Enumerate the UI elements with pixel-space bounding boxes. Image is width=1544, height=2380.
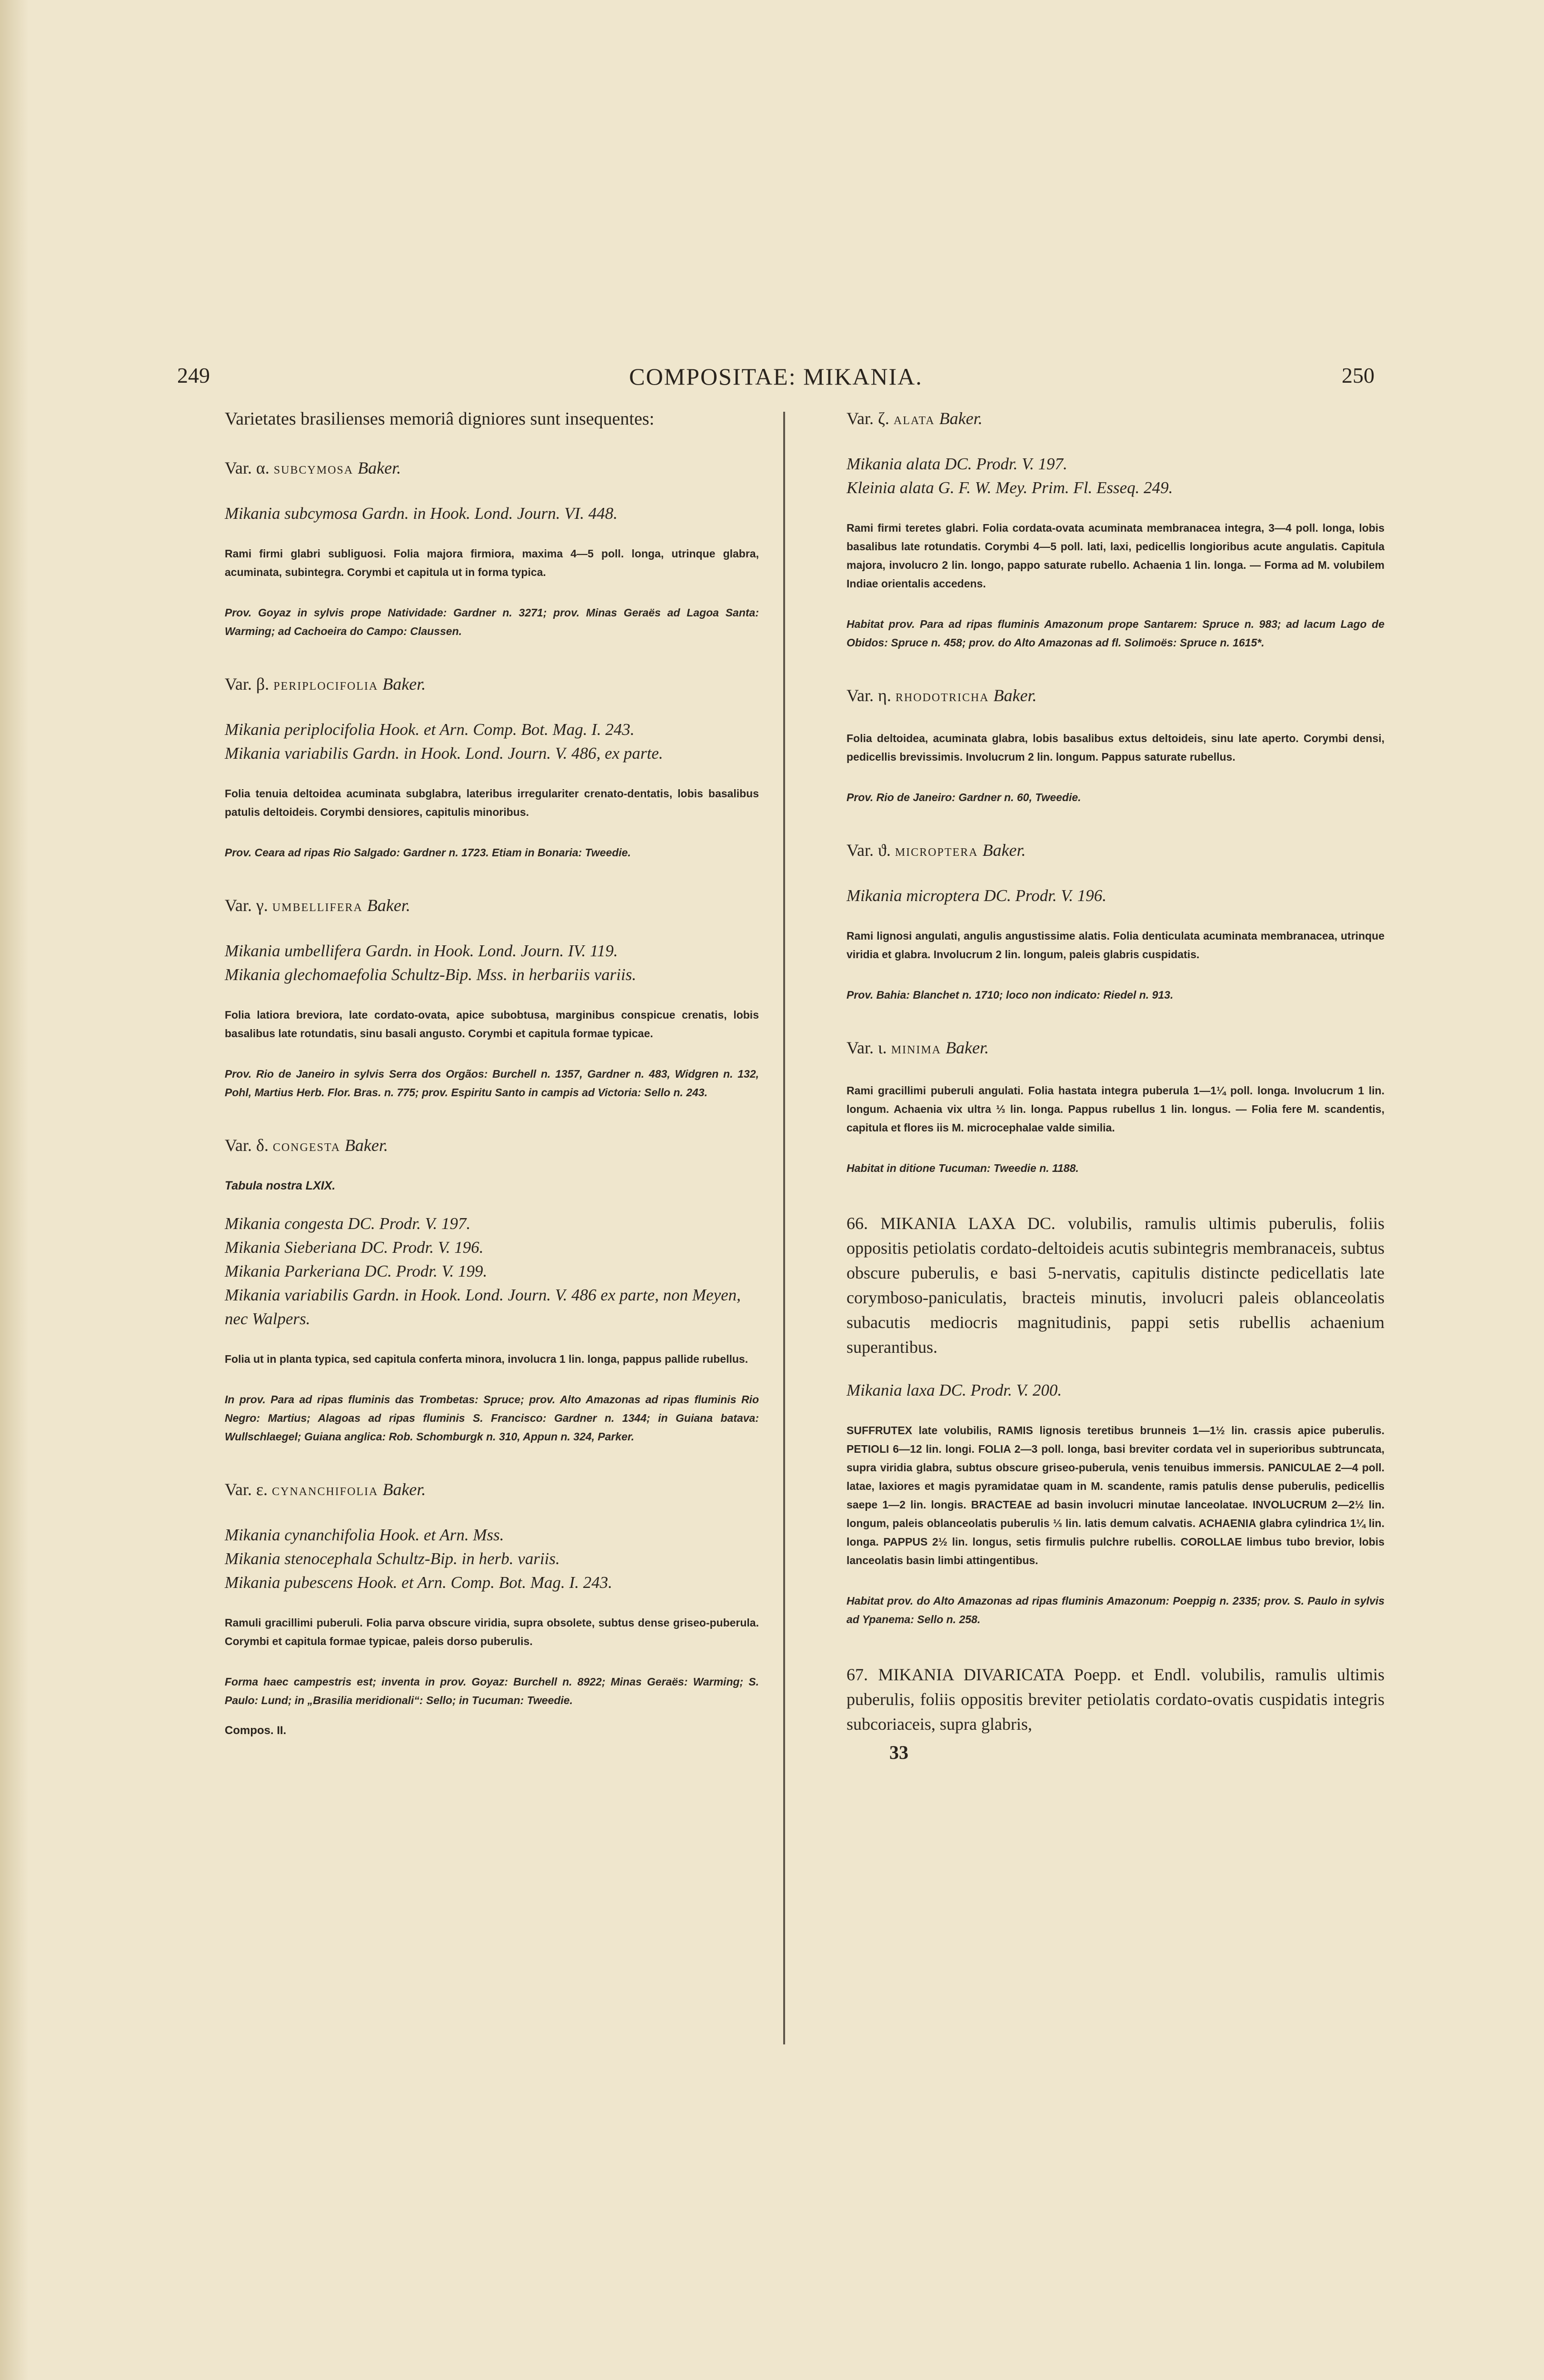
variety-heading [847, 408, 1385, 428]
plate-reference: Tabula nostra LXIX. [225, 1179, 336, 1192]
variety-author: Baker. [946, 1038, 989, 1057]
description: Rami firmi teretes glabri. Folia cordata-ovata acuminata membranacea integra, 3—4 poll. longa, lobis basalibus late rotundatis. Corymbi 4—5 poll. lati, laxi, pedicellis longioribus acute angulatis. Capitula majora, involucro 2 lin. longo, pappo saturate rubello. Achaenia 1 lin. longa. — Forma ad M. volubilem Indiae orientalis accedens. [847, 522, 1385, 590]
habitat: Prov. Rio de Janeiro: Gardner n. 60, Tweedie. [847, 791, 1081, 803]
habitat: In prov. Para ad ripas fluminis das Trombetas: Spruce; prov. Alto Amazonas ad ripas fluminis Rio Negro: Martius; Alagoas ad ripas fluminis S. Francisco: Gardner n. 1344; in Guiana batava: Wullschlaegel; Guiana anglica: Rob. Schomburgk n. 310, Appun n. 324, Parker. [225, 1393, 759, 1443]
synonym: Mikania stenocephala Schultz-Bip. in herb. variis. [225, 1549, 560, 1568]
variety-heading [225, 1135, 759, 1155]
variety-name: MICROPTERA [895, 846, 978, 859]
synonym: Mikania congesta DC. Prodr. V. 197. [225, 1214, 471, 1233]
signature-mark: Compos. II. [225, 1724, 287, 1737]
synonym: Mikania Sieberiana DC. Prodr. V. 196. [225, 1238, 484, 1257]
variety-name: CYNANCHIFOLIA [272, 1486, 379, 1498]
variety-author: Baker. [382, 1480, 426, 1499]
synonym: Mikania periplocifolia Hook. et Arn. Comp. Bot. Mag. I. 243. [225, 720, 635, 739]
synonym: Mikania umbellifera Gardn. in Hook. Lond. Journ. IV. 119. [225, 942, 618, 960]
variety-name: PERIPLOCIFOLIA [273, 680, 379, 693]
variety-name: UMBELLIFERA [272, 902, 363, 914]
variety-author: Baker. [939, 409, 983, 428]
synonym-list [847, 1378, 1385, 1402]
synonym: Mikania microptera DC. Prodr. V. 196. [847, 886, 1107, 905]
variety-name: MINIMA [891, 1044, 942, 1056]
variety-heading [225, 1479, 759, 1499]
page-header [177, 363, 1375, 396]
habitat: Prov. Ceara ad ripas Rio Salgado: Gardner n. 1723. Etiam in Bonaria: Tweedie. [225, 846, 631, 859]
synonym-list [225, 1523, 759, 1595]
page-number-right: 250 [1342, 363, 1375, 387]
variety-heading [225, 674, 759, 694]
variety-name: CONGESTA [272, 1141, 341, 1154]
variety-heading [847, 1038, 1385, 1058]
species-diagnosis: 67. MIKANIA DIVARICATA Poepp. et Endl. volubilis, ramulis ultimis puberulis, foliis oppositis breviter petiolatis cordato-ovatis cuspidatis integris subcoriaceis, supra glabris, [847, 1665, 1385, 1734]
description: Folia tenuia deltoidea acuminata subglabra, lateribus irregulariter crenato-dentatis, lobis basalibus patulis deltoideis. Corymbi densiores, capitulis minoribus. [225, 787, 759, 818]
variety-prefix: Var. ζ. [847, 409, 889, 428]
synonym: Mikania laxa DC. Prodr. V. 200. [847, 1381, 1062, 1399]
page-edge [0, 0, 29, 2380]
variety-prefix: Var. ι. [847, 1038, 887, 1057]
variety-prefix: Var. α. [225, 458, 269, 477]
column-divider [783, 412, 785, 2044]
synonym: Mikania variabilis Gardn. in Hook. Lond. Journ. V. 486 ex parte, non Meyen, nec Walpers. [225, 1286, 741, 1328]
description: Folia ut in planta typica, sed capitula conferta minora, involucra 1 lin. longa, pappus pallide rubellus. [225, 1353, 748, 1365]
variety-name: SUBCYMOSA [273, 464, 354, 476]
description: Rami lignosi angulati, angulis angustissime alatis. Folia denticulata acuminata membranacea, utrinque viridia et glabra. Involucrum 2 lin. longum, paleis glabris cuspidatis. [847, 930, 1385, 961]
variety-heading [847, 840, 1385, 860]
page-number-left: 249 [177, 363, 210, 387]
intro-text: Varietates brasilienses memoriâ digniores sunt insequentes: [225, 409, 655, 429]
description: Folia deltoidea, acuminata glabra, lobis basalibus extus deltoideis, sinu late aperto. Corymbi densi, pedicellis brevissimis. Involucrum 2 lin. longum. Pappus saturate rubellus. [847, 732, 1385, 763]
synonym: Mikania Parkeriana DC. Prodr. V. 199. [225, 1262, 488, 1280]
synonym: Mikania subcymosa Gardn. in Hook. Lond. Journ. VI. 448. [225, 504, 618, 523]
synonym-list [225, 502, 759, 526]
habitat: Habitat prov. do Alto Amazonas ad ripas fluminis Amazonum: Poeppig n. 2335; prov. S. Paulo in sylvis ad Ypanema: Sello n. 258. [847, 1595, 1385, 1626]
synonym-list [847, 884, 1385, 908]
variety-prefix: Var. γ. [225, 896, 268, 915]
synonym: Mikania glechomaefolia Schultz-Bip. Mss. in herbariis variis. [225, 965, 637, 984]
habitat: Prov. Bahia: Blanchet n. 1710; loco non indicato: Riedel n. 913. [847, 989, 1174, 1001]
variety-prefix: Var. η. [847, 686, 891, 705]
variety-prefix: Var. ϑ. [847, 841, 891, 860]
variety-name: RHODOTRICHA [895, 692, 989, 704]
variety-heading [847, 685, 1385, 705]
variety-author: Baker. [358, 458, 401, 477]
habitat: Prov. Goyaz in sylvis prope Natividade: Gardner n. 3271; prov. Minas Geraës ad Lagoa Santa: Warming; ad Cachoeira do Campo: Claussen. [225, 606, 759, 637]
synonym: Mikania variabilis Gardn. in Hook. Lond. Journ. V. 486, ex parte. [225, 744, 663, 763]
synonym: Mikania alata DC. Prodr. V. 197. [847, 455, 1067, 473]
synonym-list [225, 718, 759, 765]
synonym-list [225, 1212, 759, 1331]
description: SUFFRUTEX late volubilis, RAMIS lignosis teretibus brunneis 1—1½ lin. crassis apice puberulis. PETIOLI 6—12 lin. longi. FOLIA 2—3 poll. longa, basi breviter cordata vel in superioribus subtruncata, supra viridia glabra, subtus obscure griseo-puberula, venis tenuibus immersis. PANICULAE 2—4 poll. latae, laxiores et magis pyramidatae quam in M. scandente, ramis patulis dense puberulis, pedicellis saepe 1—2 lin. longis. BRACTEAE ad basin involucri minutae lanceolatae. INVOLUCRUM 2—2½ lin. longum, paleis oblanceolatis puberulis ⅓ lin. latis demum calvatis. ACHAENIA glabra cylindrica 1¼ lin. longa. PAPPUS 2½ lin. longus, setis firmulis pulchre rubellis. COROLLAE limbus tubo brevior, lobis lanceolatis basin limbi attingentibus. [847, 1424, 1385, 1567]
variety-prefix: Var. β. [225, 674, 269, 694]
synonym: Kleinia alata G. F. W. Mey. Prim. Fl. Esseq. 249. [847, 478, 1173, 497]
description: Ramuli gracillimi puberuli. Folia parva obscure viridia, supra obsolete, subtus dense griseo-puberula. Corymbi et capitula formae typicae, paleis dorso puberulis. [225, 1616, 759, 1647]
left-column [225, 408, 759, 1737]
synonym-list [225, 939, 759, 987]
variety-heading [225, 895, 759, 915]
habitat: Habitat in ditione Tucuman: Tweedie n. 1188. [847, 1162, 1079, 1174]
synonym: Mikania cynanchifolia Hook. et Arn. Mss. [225, 1526, 504, 1544]
description: Folia latiora breviora, late cordato-ovata, apice subobtusa, marginibus conspicue crenatis, lobis basalibus late rotundatis, sinu basali angusto. Corymbi et capitula formae typicae. [225, 1009, 759, 1040]
variety-prefix: Var. ε. [225, 1480, 268, 1499]
species-diagnosis: 66. MIKANIA LAXA DC. volubilis, ramulis ultimis puberulis, foliis oppositis petiolatis cordato-deltoideis acutis subintegris membranaceis, subtus obscure puberulis, e basi 5-nervatis, capitulis distincte pedicellatis late corymboso-paniculatis, bracteis minutis, involucri paleis oblanceolatis subacutis mediocris magnitudinis, pappi setis rubellis achaenium superantibus. [847, 1214, 1385, 1357]
description: Rami firmi glabri subliguosi. Folia majora firmiora, maxima 4—5 poll. longa, utrinque glabra, acuminata, subintegra. Corymbi et capitula ut in forma typica. [225, 547, 759, 578]
running-title: COMPOSITAE: MIKANIA. [629, 363, 923, 390]
habitat: Prov. Rio de Janeiro in sylvis Serra dos Orgãos: Burchell n. 1357, Gardner n. 483, Widgren n. 132, Pohl, Martius Herb. Flor. Bras. n. 775; prov. Espiritu Santo in campis ad Victoria: Sello n. 243. [225, 1068, 759, 1099]
habitat: Habitat prov. Para ad ripas fluminis Amazonum prope Santarem: Spruce n. 983; ad lacum Lago de Obidos: Spruce n. 458; prov. do Alto Amazonas ad fl. Solimoës: Spruce n. 1615*. [847, 618, 1385, 649]
synonym: Mikania pubescens Hook. et Arn. Comp. Bot. Mag. I. 243. [225, 1573, 612, 1592]
variety-author: Baker. [382, 674, 426, 694]
description: Rami gracillimi puberuli angulati. Folia hastata integra puberula 1—1¼ poll. longa. Involucrum 1 lin. longum. Achaenia vix ultra ⅓ lin. longa. Pappus rubellus 1 lin. longus. — Folia fere M. scandentis, capitula et flores iis M. microcephalae valde similia. [847, 1084, 1385, 1134]
variety-author: Baker. [345, 1136, 388, 1155]
variety-author: Baker. [367, 896, 410, 915]
signature-number: 33 [889, 1742, 908, 1763]
variety-author: Baker. [982, 841, 1026, 860]
synonym-list [847, 452, 1385, 500]
variety-prefix: Var. δ. [225, 1136, 269, 1155]
right-column [847, 408, 1385, 1764]
variety-name: ALATA [893, 415, 935, 427]
variety-author: Baker. [993, 686, 1037, 705]
habitat: Forma haec campestris est; inventa in prov. Goyaz: Burchell n. 8922; Minas Geraës: Warming; S. Paulo: Lund; in „Brasilia meridionali“: Sello; in Tucuman: Tweedie. [225, 1676, 759, 1706]
variety-heading [225, 458, 759, 478]
